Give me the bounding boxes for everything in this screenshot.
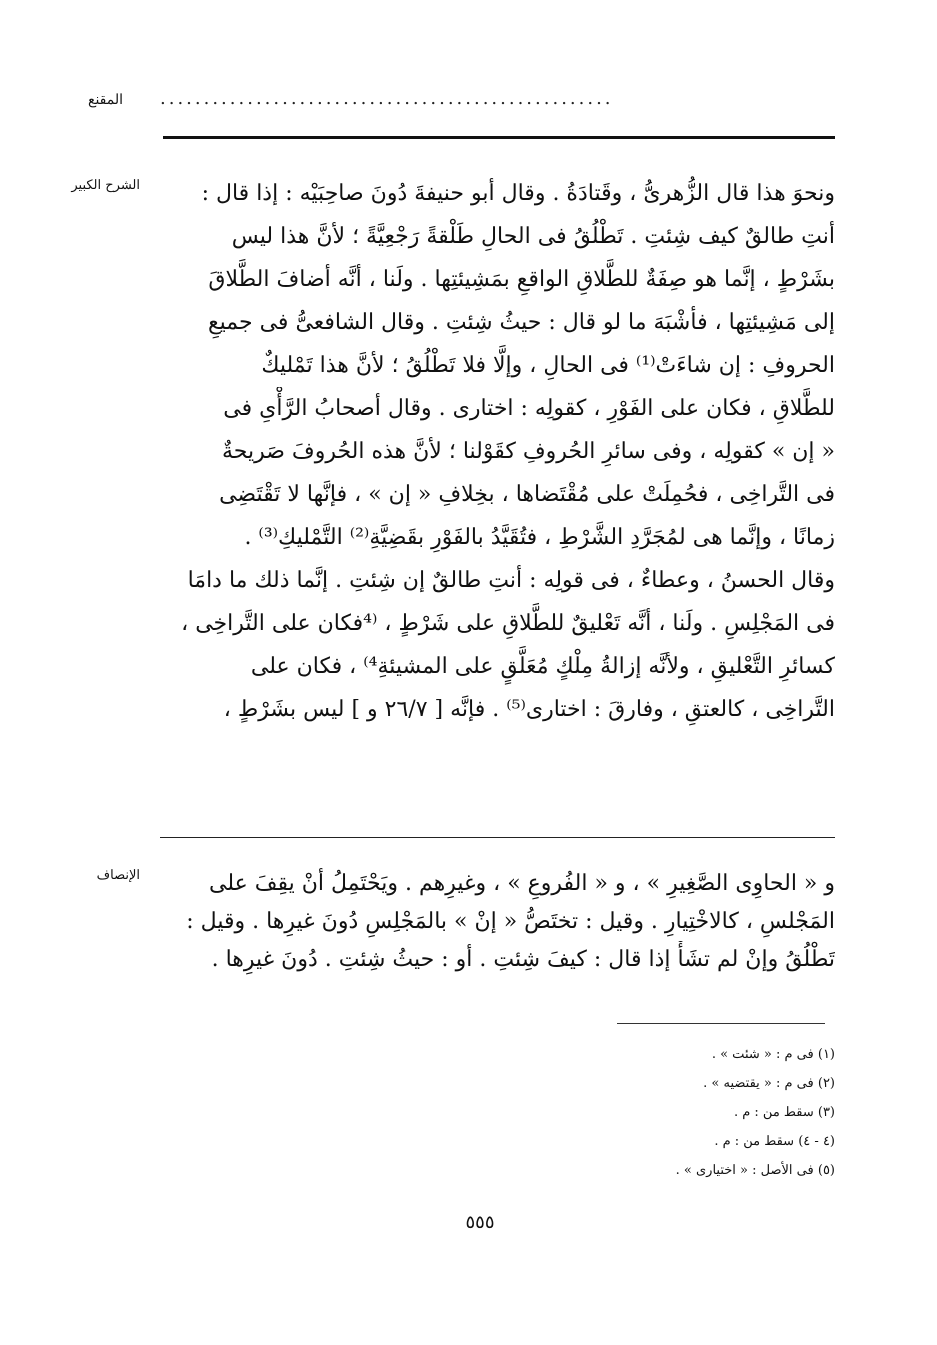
- text-line: فى المَجْلِسِ . ولَنا ، أنَّه تَعْليقٌ للطَّلاقِ على شَرْطٍ ، ⁽⁴فكان على التَّراخِى ،: [181, 611, 835, 636]
- text-line: « إن » كقولِه ، وفى سائرِ الحُروفِ كقَوْلنا ؛ لأنَّ هذه الحُروفَ صَريحةٌ: [221, 439, 835, 464]
- text-line: إلى مَشِيئتِها ، فأشْبَهَ ما لو قال : حيثُ شِئتِ . وقال الشافعىُّ فى جميعِ: [207, 310, 835, 335]
- section-divider: [160, 837, 835, 838]
- text-line: تَطْلُقُ وإنْ لم تشَأْ إذا قال : كيفَ شِئتِ . أو : حيثُ شِئتِ . دُونَ غيرِها .: [211, 947, 835, 972]
- text-line: الحروفِ : إن شاءَتْ⁽¹⁾ فى الحالِ ، وإلَّا فلا تَطْلُقُ ؛ لأنَّ هذا تَمْليكٌ: [261, 353, 835, 378]
- sharh-text-block: [160, 172, 835, 731]
- text-line: وقال الحسنُ ، وعطاءٌ ، فى قولِه : أنتِ طالقٌ إن شِئتِ . إنَّما ذلك ما دامَا: [187, 568, 835, 593]
- text-line: المَجْلسِ ، كالاخْتِيارِ . وقيل : تختَصُّ « إنْ » بالمَجْلِسِ دُونَ غيرِها . وقيل :: [186, 909, 835, 934]
- page-number: ٥٥٥: [465, 1212, 495, 1233]
- text-line: ونحوَ هذا قال الزُّهرىُّ ، وقَتادَةُ . وقال أبو حنيفةَ دُونَ صاحِبَيْه : إذا قال :: [201, 181, 835, 206]
- header-dotted-leader: ....................................................: [160, 90, 614, 108]
- insaf-text-block: [160, 865, 835, 979]
- footnote-rule: [617, 1023, 825, 1024]
- footnote: (٤ - ٤) سقط من : م .: [714, 1134, 835, 1149]
- text-line: و « الحاوِى الصَّغِيرِ » ، و « الفُروعِ » ، وغيرِهم . ويَحْتَمِلُ أنْ يقِفَ على: [208, 871, 835, 896]
- text-line: زمانًا ، وإنَّما هى لمُجَرَّدِ الشَّرْطِ ، فتُقَيَّدُ بالفَوْرِ بقَضِيَّةِ⁽²⁾ التَّمْليكِ⁽³⁾ .: [244, 525, 835, 550]
- footnotes-list: [500, 1040, 835, 1185]
- running-header-title: المقنع: [88, 92, 124, 108]
- text-line: كسائرِ التَّعْليقِ ، ولأنَّه إزالةُ مِلْكٍ مُعَلَّقٍ على المشيئةِ⁴⁾ ، فكان على: [250, 654, 835, 679]
- section-label-insaf: الإنصاف: [96, 868, 140, 883]
- footnote: (٢) فى م : « يقتضيه » .: [703, 1076, 835, 1091]
- section-label-sharh: الشرح الكبير: [71, 178, 140, 193]
- footnote: (٣) سقط من : م .: [733, 1105, 835, 1120]
- text-line: بشَرْطٍ ، إنَّما هو صِفَةٌ للطَّلاقِ الواقعِ بمَشِيئتِها . ولَنا ، أنَّه أضافَ الطَّلاقَ: [208, 267, 835, 292]
- text-line: التَّراخِى ، كالعتقِ ، وفارقَ : اختارى⁽⁵⁾ . فإنَّه [ ٢٦/٧ و ] ليس بشَرْطٍ ،: [223, 697, 835, 722]
- footnote: (٥) فى الأصل : « اختيارى » .: [675, 1163, 835, 1178]
- text-line: فى التَّراخِى ، فحُمِلَتْ على مُقْتَضاها ، بخِلافِ « إن » ، فإنَّها لا تَقْتَضِى: [219, 482, 835, 507]
- footnote: (١) فى م : « شئت » .: [711, 1047, 835, 1062]
- header-rule: [163, 136, 835, 139]
- text-line: أنتِ طالقٌ كيف شِئتِ . تَطْلُقُ فى الحالِ طَلْقةً رَجْعِيَّةً ؛ لأنَّ هذا ليس: [231, 224, 835, 249]
- text-line: للطَّلاقِ ، فكان على الفَوْرِ ، كقولِه : اختارى . وقال أصحابُ الرَّأْىِ فى: [223, 396, 835, 421]
